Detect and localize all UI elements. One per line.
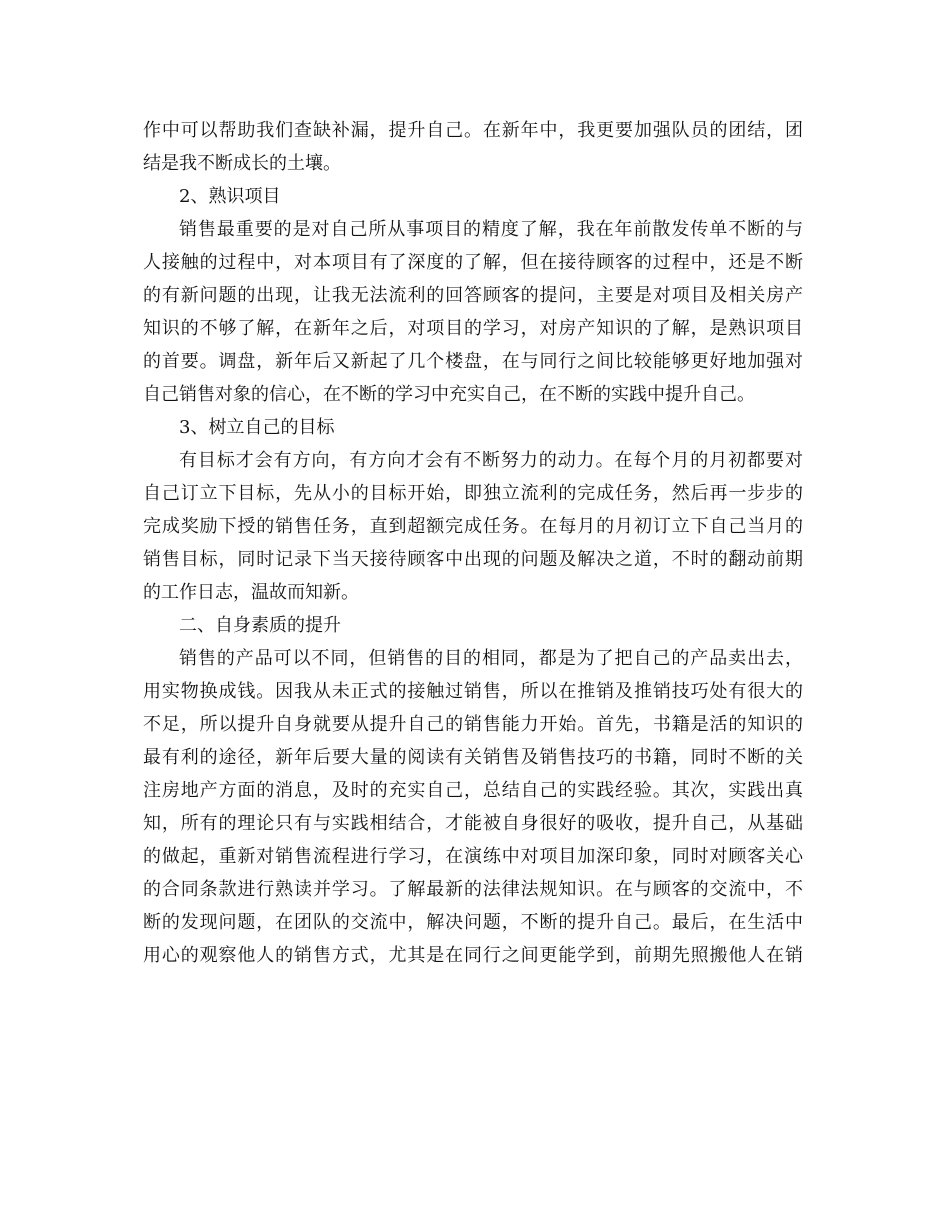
document-body	[143, 114, 803, 972]
text-line: 自己订立下目标，先从小的目标开始，即独立流利的完成任务，然后再一步步的	[143, 483, 803, 504]
section-heading: 2、熟识项目	[179, 186, 281, 207]
text-line: 销售的产品可以不同，但销售的目的相同，都是为了把自己的产品卖出去，	[179, 648, 803, 669]
text-line: 知，所有的理论只有与实践相结合，才能被自身很好的吸收，提升自己，从基础	[143, 813, 803, 834]
text-line: 用实物换成钱。因我从未正式的接触过销售，所以在推销及推销技巧处有很大的	[143, 681, 803, 702]
text-line: 的合同条款进行熟读并学习。了解最新的法律法规知识。在与顾客的交流中，不	[143, 879, 803, 900]
text-line: 断的发现问题，在团队的交流中，解决问题，不断的提升自己。最后，在生活中	[143, 912, 803, 933]
text-line: 知识的不够了解，在新年之后，对项目的学习，对房产知识的了解，是熟识项目	[143, 318, 803, 339]
text-line: 完成奖励下授的销售任务，直到超额完成任务。在每月的月初订立下自己当月的	[143, 516, 803, 537]
text-line: 的有新问题的出现，让我无法流利的回答顾客的提问，主要是对项目及相关房产	[143, 285, 803, 306]
text-line: 注房地产方面的消息，及时的充实自己，总结自己的实践经验。其次，实践出真	[143, 780, 803, 801]
section-heading: 二、自身素质的提升	[179, 615, 341, 636]
section-heading: 3、树立自己的目标	[179, 417, 335, 438]
text-line: 人接触的过程中，对本项目有了深度的了解，但在接待顾客的过程中，还是不断	[143, 252, 803, 273]
text-line: 的做起，重新对销售流程进行学习，在演练中对项目加深印象，同时对顾客关心	[143, 846, 803, 867]
text-line: 不足，所以提升自身就要从提升自己的销售能力开始。首先，书籍是活的知识的	[143, 714, 803, 735]
text-line: 有目标才会有方向，有方向才会有不断努力的动力。在每个月的月初都要对	[179, 450, 803, 471]
text-line: 销售目标，同时记录下当天接待顾客中出现的问题及解决之道，不时的翻动前期	[143, 549, 803, 570]
text-line: 的首要。调盘，新年后又新起了几个楼盘，在与同行之间比较能够更好地加强对	[143, 351, 803, 372]
text-line: 用心的观察他人的销售方式，尤其是在同行之间更能学到，前期先照搬他人在销	[143, 945, 803, 966]
text-line: 销售最重要的是对自己所从事项目的精度了解，我在年前散发传单不断的与	[179, 219, 803, 240]
text-line: 作中可以帮助我们查缺补漏，提升自己。在新年中，我更要加强队员的团结，团	[143, 120, 803, 141]
text-line: 结是我不断成长的土壤。	[143, 153, 341, 174]
text-line: 的工作日志，温故而知新。	[143, 582, 359, 603]
text-line: 最有利的途径，新年后要大量的阅读有关销售及销售技巧的书籍，同时不断的关	[143, 747, 803, 768]
text-line: 自己销售对象的信心，在不断的学习中充实自己，在不断的实践中提升自己。	[143, 384, 755, 405]
